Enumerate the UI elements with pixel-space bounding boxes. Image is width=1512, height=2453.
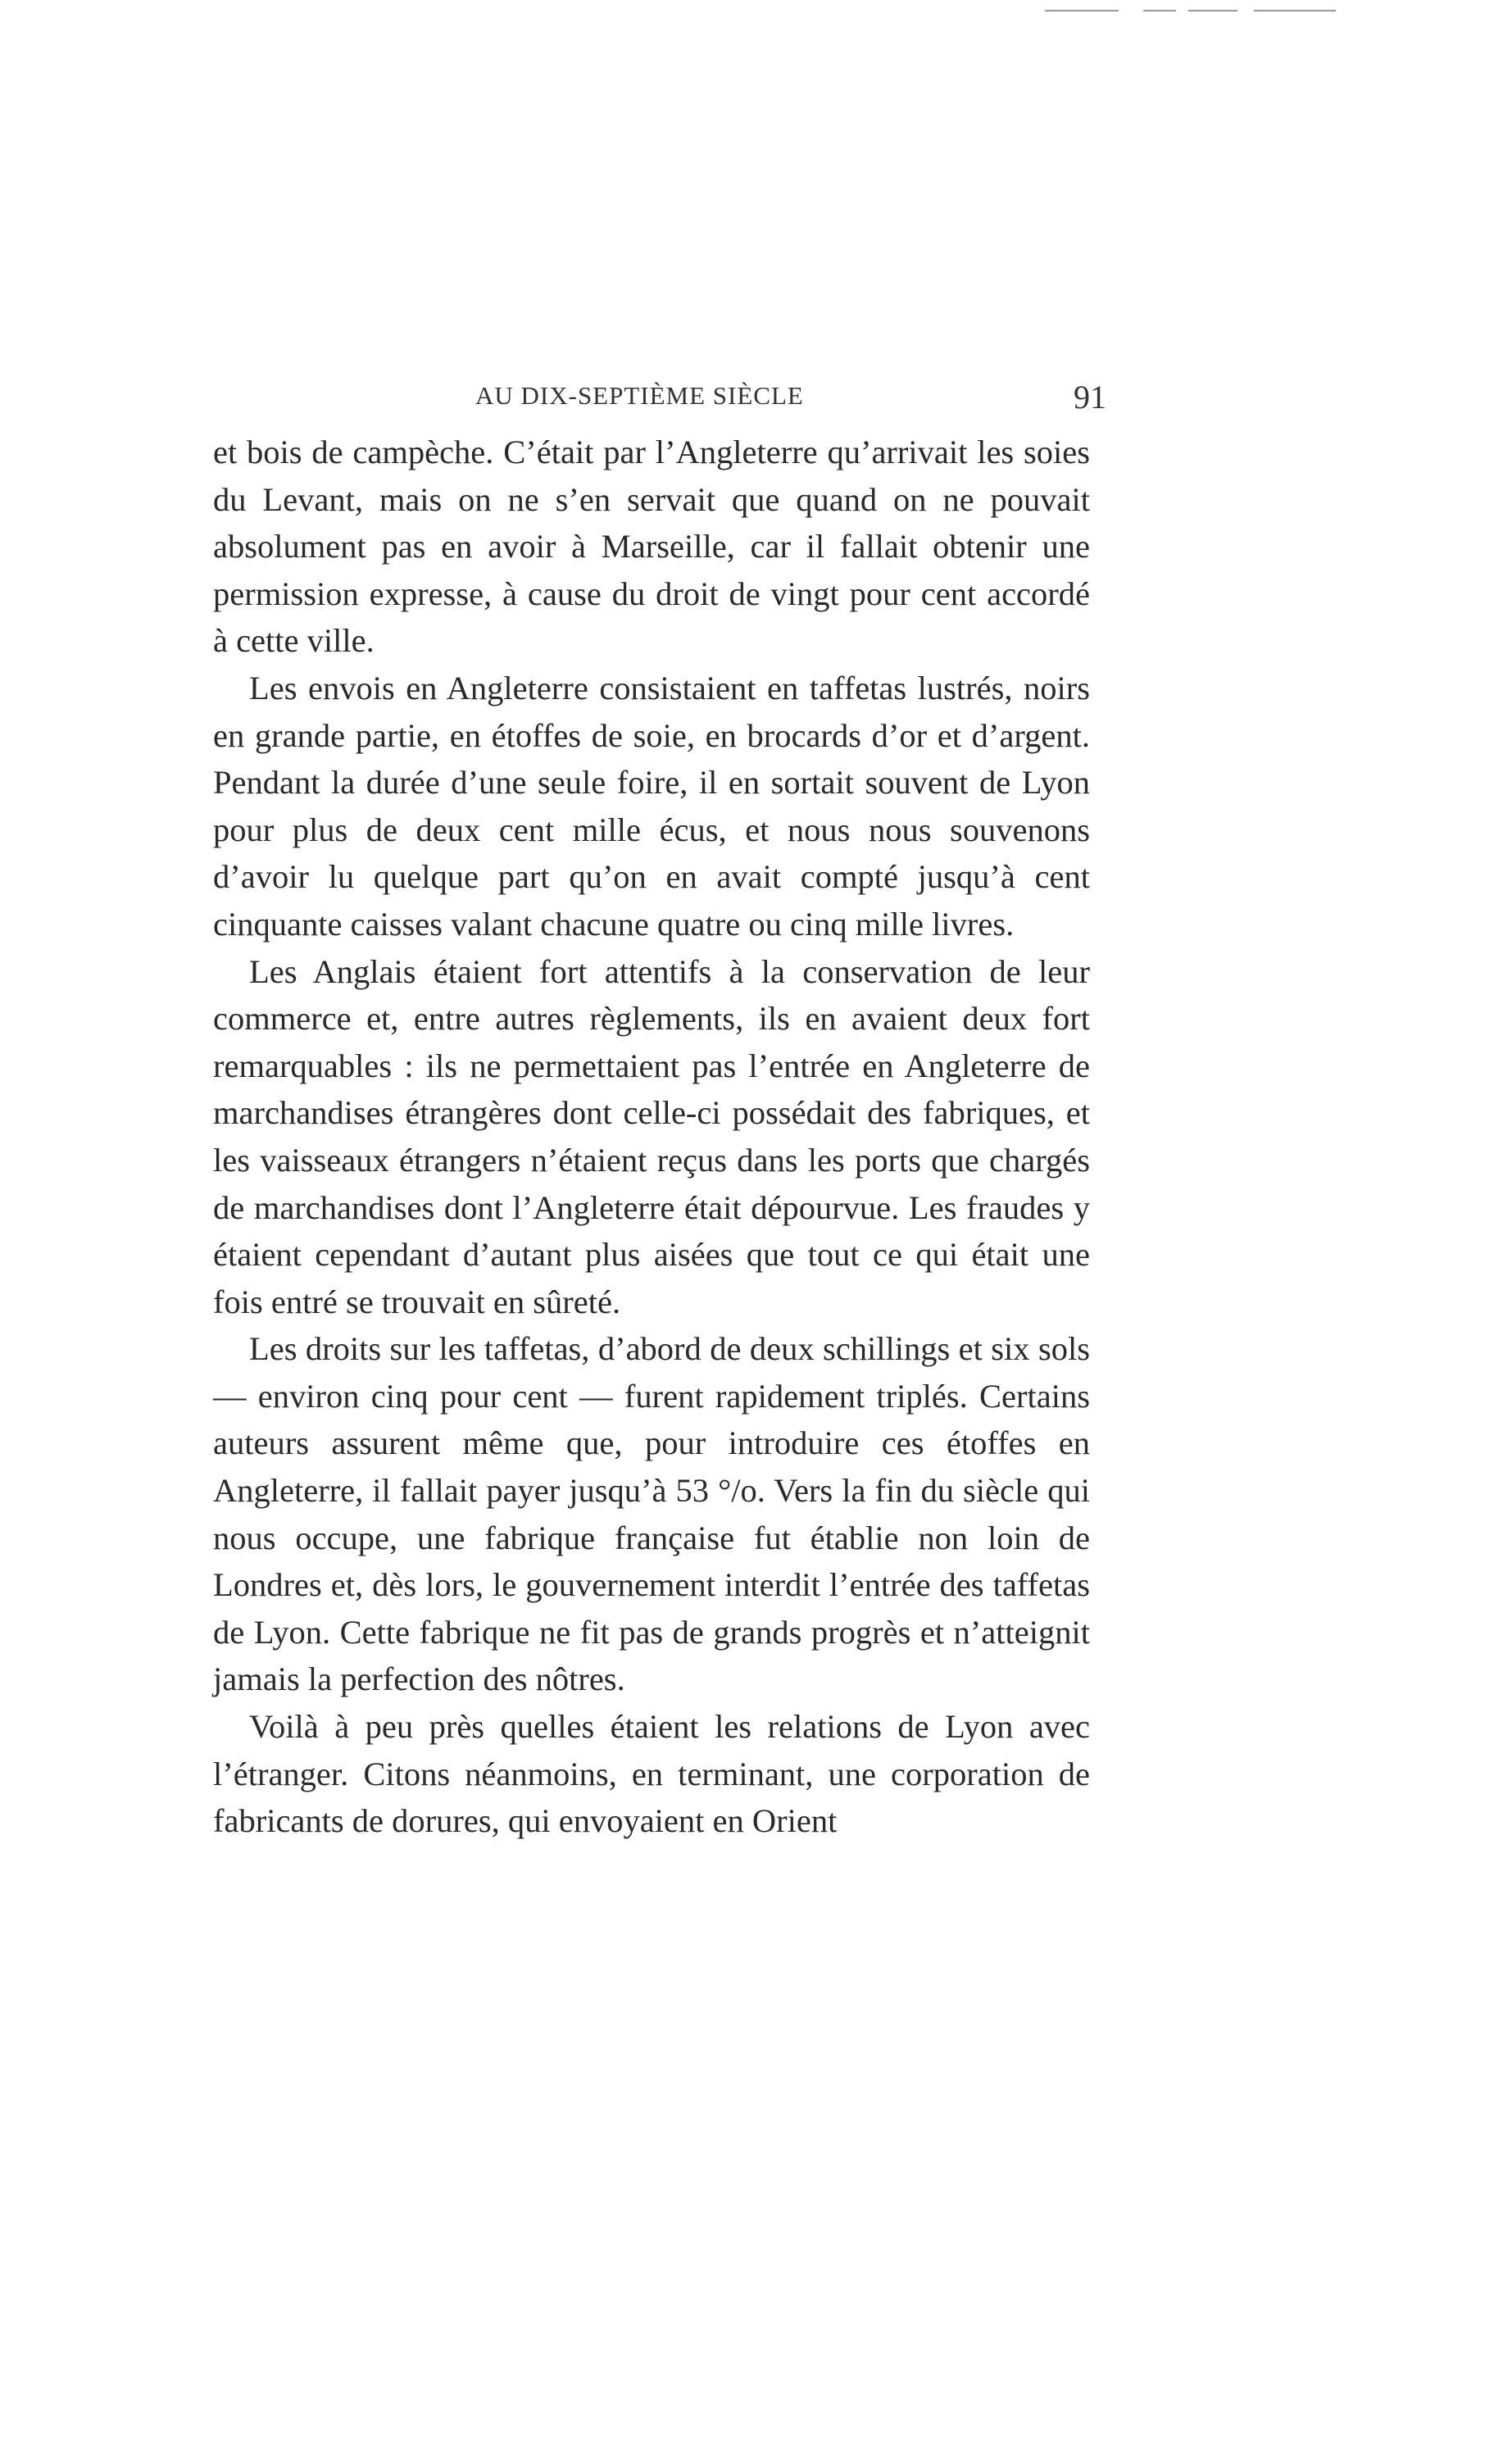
scan-edge-mark [1045, 10, 1119, 11]
paragraph: Les envois en Angleterre consistaient en taffetas lustrés, noirs en grande partie, en étoffes de soie, en brocards d’or et d’argent. Pendant la durée d’une seule foire, il en sortait souvent de Lyon pour plus de deux cent mille écus, et nous nous souvenons d’avoir lu quelque part qu’on en avait compté jusqu’à cent cinquante caisses valant chacune quatre ou cinq mille livres. [213, 669, 1090, 943]
body-text [213, 429, 1090, 1845]
scan-edge-mark [1143, 10, 1176, 11]
running-title: AU DIX-SEPTIÈME SIÈCLE [475, 381, 804, 410]
paragraph: Voilà à peu près quelles étaient les relations de Lyon avec l’étranger. Citons néanmoins, en terminant, une corporation de fabricants de dorures, qui envoyaient en Orient [213, 1708, 1090, 1840]
scan-edge-mark [1188, 10, 1237, 11]
page-header [213, 373, 1106, 422]
page-number: 91 [1074, 379, 1106, 416]
paragraph-continuation: et bois de campèche. C’était par l’Angleterre qu’arrivait les soies du Levant, mais on ne s’en servait que quand on ne pouvait absolument pas en avoir à Marseille, car il fallait obtenir une permission expresse, à cause du droit de vingt pour cent accordé à cette ville. [213, 434, 1090, 660]
paragraph: Les droits sur les taffetas, d’abord de deux schillings et six sols — environ cinq pour cent — furent rapidement triplés. Certains auteurs assurent même que, pour introduire ces étoffes en Angleterre, il fallait payer jusqu’à 53 °/o. Vers la fin du siècle qui nous occupe, une fabrique française fut établie non loin de Londres et, dès lors, le gouvernement interdit l’entrée des taffetas de Lyon. Cette fabrique ne fit pas de grands progrès et n’atteignit jamais la perfection des nôtres. [213, 1330, 1090, 1698]
scan-edge-mark [1254, 10, 1336, 11]
paragraph: Les Anglais étaient fort attentifs à la conservation de leur commerce et, entre autres règlements, ils en avaient deux fort remarquables : ils ne permettaient pas l’entrée en Angleterre de marchandises étrangères dont celle-ci possédait des fabriques, et les vaisseaux étrangers n’étaient reçus dans les ports que chargés de marchandises dont l’Angleterre était dépourvue. Les fraudes y étaient cependant d’autant plus aisées que tout ce qui était une fois entré se trouvait en sûreté. [213, 952, 1090, 1320]
